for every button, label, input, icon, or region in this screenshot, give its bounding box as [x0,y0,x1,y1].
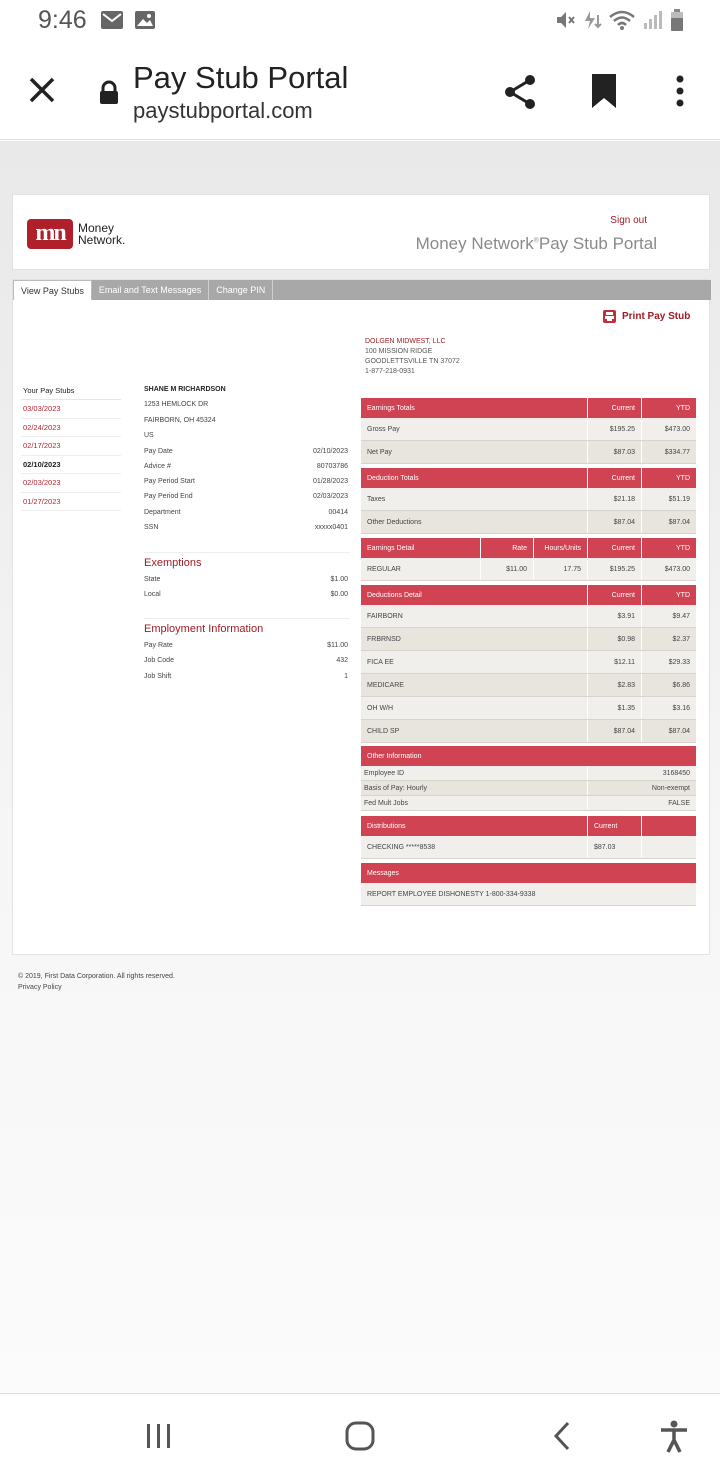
table-row [361,883,696,906]
table-row [361,720,696,743]
cell: 3168450 [662,769,690,777]
row-label: Job Shift [144,672,172,680]
battery-icon [670,8,684,32]
employee-field [144,448,348,463]
employee-field [144,463,348,478]
cell: Gross Pay [361,418,588,440]
table-row [361,605,696,628]
cell: $2.37 [672,635,690,643]
header-cell: Deduction Totals [361,468,588,488]
browser-toolbar [0,42,720,140]
accessibility-button[interactable] [658,1420,690,1459]
cell: $87.04 [668,727,690,735]
earnings-detail-table [361,538,696,581]
employment-row [144,657,348,672]
table-row [361,511,696,534]
row-value: 1 [344,672,348,680]
cell: $12.11 [588,651,642,673]
header-cell-empty [642,816,696,836]
pay-stub-list [21,384,121,511]
cell: $473.00 [664,565,690,573]
table-row [361,488,696,511]
header-cell: YTD [676,591,690,599]
cell: $0.98 [588,628,642,650]
employee-address-1: 1253 HEMLOCK DR [144,401,209,408]
cell: $1.35 [588,697,642,719]
logo-line-1: Money [78,221,115,235]
cell: $11.00 [481,558,534,580]
field-value: xxxxx0401 [314,523,348,531]
cell: $9.47 [672,612,690,620]
cell: Fed Mult Jobs [361,796,588,810]
tab-bar [13,280,711,300]
header-cell: Rate [481,538,534,558]
table-row [361,441,696,464]
exemption-row [144,576,348,591]
cell: $51.19 [668,495,690,503]
row-value: $0.00 [330,591,348,599]
field-label: Department [144,508,181,516]
pay-stub-card [12,279,710,955]
field-value: 01/28/2023 [312,478,348,486]
portal-title [416,234,657,254]
pay-stub-list-heading: Your Pay Stubs [21,384,121,400]
sign-out-link[interactable]: Sign out [610,215,647,226]
table-row [361,628,696,651]
cell: $2.83 [588,674,642,696]
logo-line-2: Network. [78,233,126,247]
cell: MEDICARE [361,674,588,696]
cell: $87.04 [668,518,690,526]
employee-field [144,478,348,493]
table-row [361,418,696,441]
cell: $3.91 [588,605,642,627]
portal-title-a: Money Network [415,234,534,253]
earnings-totals-table [361,398,696,464]
header-cell: Current [588,468,642,488]
cell: Non-exempt [651,784,690,792]
table-row [361,766,696,781]
company-address-2: GOODLETTSVILLE TN 37072 [365,358,460,365]
employment-info-title: Employment Information [144,618,350,635]
cell: FALSE [668,799,690,807]
company-name: DOLGEN MIDWEST, LLC [365,338,446,345]
row-label: State [144,576,161,583]
bookmark-button[interactable] [588,72,620,117]
company-address [365,337,460,377]
field-label: Advice # [144,462,171,470]
employment-row [144,642,348,657]
message-text: REPORT EMPLOYEE DISHONESTY 1-800-334-9338 [367,890,536,898]
system-nav-bar [0,1393,720,1480]
field-value: 00414 [328,508,348,516]
employment-info-list [144,642,348,688]
exemptions-list [144,576,348,607]
row-label: Local [144,591,161,599]
employee-address-2: FAIRBORN, OH 45324 [144,416,216,424]
field-label: Pay Date [144,447,173,455]
cell: $3.16 [672,704,690,712]
pay-stub-link-selected[interactable]: 02/10/2023 [21,456,121,475]
cell: Basis of Pay: Hourly [361,781,588,795]
pay-stub-link[interactable]: 01/27/2023 [21,493,121,512]
pay-stub-link[interactable]: 02/03/2023 [21,474,121,493]
messages-table [361,863,696,906]
cell: $87.04 [588,511,642,533]
cell: $195.25 [588,418,642,440]
close-icon [24,72,60,108]
employee-field [144,524,348,539]
table-row [361,836,696,859]
more-vertical-icon [664,72,696,112]
field-value: 02/03/2023 [312,493,348,501]
print-pay-stub-button[interactable] [603,310,690,323]
employee-field [144,509,348,524]
status-time: 9:46 [38,6,87,34]
system-icons [554,8,684,32]
printer-icon [603,310,616,323]
row-value: $11.00 [327,642,348,649]
lock-icon [98,80,120,106]
pay-stub-link[interactable]: 02/24/2023 [21,419,121,438]
exemption-row [144,591,348,606]
accessibility-icon [658,1420,690,1454]
notification-icons [100,10,156,30]
back-icon [548,1420,578,1452]
more-options-button[interactable] [664,72,696,117]
cell: REGULAR [361,558,481,580]
table-row [361,697,696,720]
cell: FICA EE [361,651,588,673]
table-header [361,538,696,558]
row-value: $1.00 [330,576,348,583]
page-title: Pay Stub Portal [133,60,349,95]
header-cell: Earnings Totals [361,398,588,418]
logo-text [78,222,125,246]
cell-empty [642,836,696,858]
wifi-icon [608,9,636,31]
tab-change-pin[interactable]: Change PIN [209,280,273,300]
field-value: 02/10/2023 [312,447,348,455]
copyright-text: © 2019, First Data Corporation. All rights reserved. [18,973,175,980]
header-cell: YTD [676,544,690,552]
deductions-detail-table [361,585,696,743]
tab-view-pay-stubs[interactable]: View Pay Stubs [13,280,92,300]
field-label: SSN [144,523,159,531]
cell: Taxes [361,488,588,510]
row-label: Job Code [144,657,174,665]
other-information-table [361,746,696,811]
exemptions-title: Exemptions [144,552,350,569]
pay-stub-link[interactable]: 03/03/2023 [21,400,121,419]
deduction-totals-table [361,468,696,534]
table-row [361,558,696,581]
cell: $473.00 [664,425,690,433]
table-header [361,746,696,766]
field-value: 80703786 [316,462,348,470]
header-cell: Current [588,398,642,418]
web-content [0,141,720,1393]
home-button[interactable] [344,1420,376,1457]
recent-apps-button[interactable] [144,1420,174,1455]
data-transfer-icon [582,9,602,31]
cell: CHILD SP [361,720,588,742]
header-cell: Other Information [367,752,422,760]
header-cell: Distributions [361,816,588,836]
header-cell: Messages [367,869,399,877]
home-icon [344,1420,376,1452]
recent-apps-icon [144,1420,174,1450]
mail-icon [100,10,124,30]
employee-country: US [144,432,154,439]
cell: OH W/H [361,697,588,719]
header-cell: Current [588,816,642,836]
distributions-table [361,816,696,859]
header-cell: YTD [676,404,690,412]
cell: $87.04 [588,720,642,742]
table-row [361,674,696,697]
cell: FRBRNSD [361,628,588,650]
image-icon [134,10,156,30]
tab-email-text-messages[interactable]: Email and Text Messages [92,280,209,300]
pay-stub-link[interactable]: 02/17/2023 [21,437,121,456]
company-phone: 1-877-218-0931 [365,368,415,375]
table-header [361,863,696,883]
employment-row [144,673,348,688]
field-label: Pay Period Start [144,478,195,486]
header-cell: Deductions Detail [361,585,588,605]
field-label: Pay Period End [144,493,193,501]
registered-mark: ® [533,237,539,245]
bookmark-icon [588,72,620,112]
back-button[interactable] [548,1420,578,1457]
header-cell: Earnings Detail [361,538,481,558]
table-header [361,816,696,836]
cell: Employee ID [361,766,588,780]
header-cell: YTD [676,474,690,482]
portal-header [12,194,710,270]
mute-icon [554,9,576,31]
logo-mark-icon: mn [27,219,73,249]
privacy-policy-link[interactable]: Privacy Policy [18,984,62,991]
company-address-1: 100 MISSION RIDGE [365,348,433,355]
close-button[interactable] [24,72,60,108]
cell: $29.33 [668,658,690,666]
table-header [361,398,696,418]
portal-title-b: Pay Stub Portal [538,234,657,253]
table-header [361,468,696,488]
employee-name: SHANE M RICHARDSON [144,386,226,393]
cell: $87.03 [588,441,642,463]
cell: $334.77 [664,448,690,456]
employee-field [144,493,348,508]
row-value: 432 [336,657,348,665]
table-row [361,651,696,674]
cell: $87.03 [588,836,642,858]
employee-info [144,386,348,539]
cell: $195.25 [588,558,642,580]
page-url[interactable]: paystubportal.com [133,98,313,123]
signal-icon [642,9,664,31]
table-row [361,781,696,796]
status-bar [0,0,720,42]
header-cell: Current [588,538,642,558]
share-button[interactable] [500,72,540,117]
cell: Net Pay [361,441,588,463]
page-footer [18,971,175,993]
cell: $6.86 [672,681,690,689]
header-cell: Hours/Units [534,538,588,558]
cell: FAIRBORN [361,605,588,627]
money-network-logo[interactable] [27,219,125,249]
header-cell: Current [588,585,642,605]
cell: $21.18 [588,488,642,510]
table-header [361,585,696,605]
row-label: Pay Rate [144,642,173,649]
print-label: Print Pay Stub [622,311,691,322]
cell: Other Deductions [361,511,588,533]
cell: 17.75 [534,558,588,580]
cell: CHECKING *****8538 [361,836,588,858]
share-icon [500,72,540,112]
table-row [361,796,696,811]
